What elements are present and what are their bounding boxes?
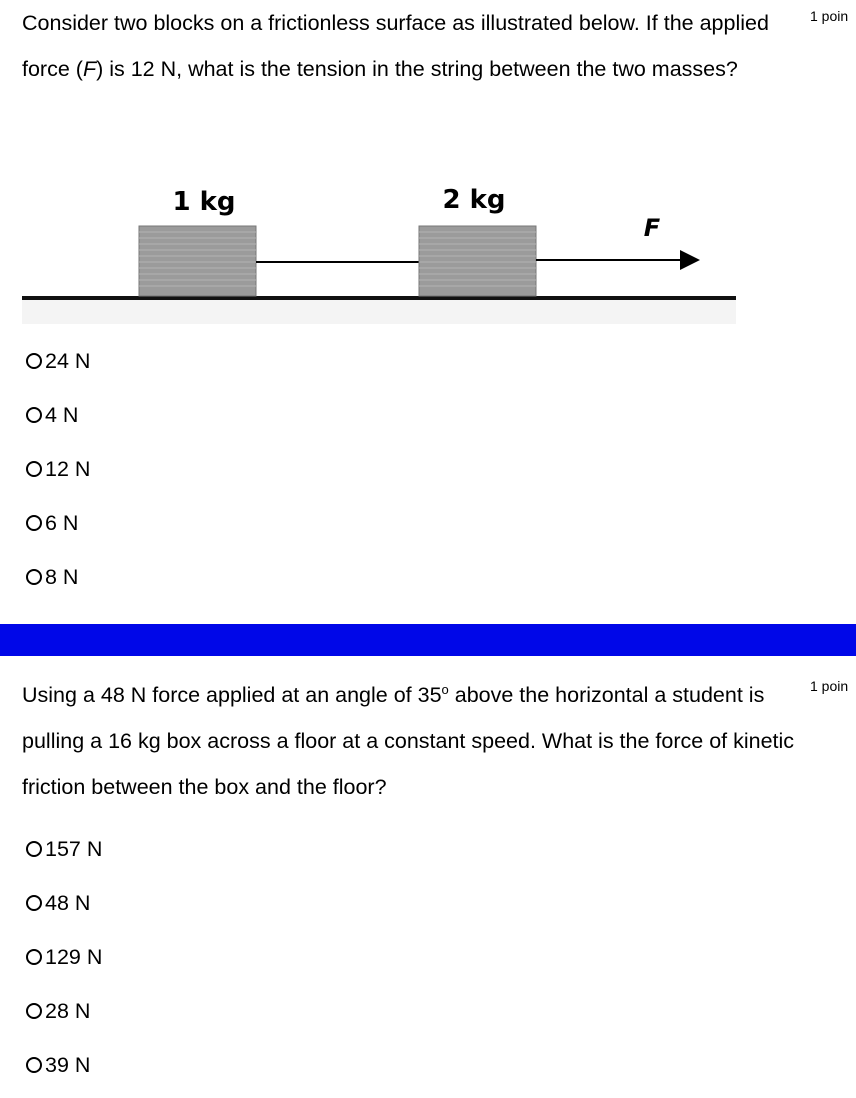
q2-option-1[interactable]	[26, 834, 102, 864]
radio-button[interactable]	[26, 407, 42, 423]
radio-button[interactable]	[26, 569, 42, 585]
option-label: 129 N	[45, 945, 103, 969]
radio-button[interactable]	[26, 515, 42, 531]
block-1-label: 1 kg	[172, 187, 236, 217]
q2-option-4[interactable]	[26, 996, 90, 1026]
option-label: 24 N	[45, 349, 91, 373]
block-1	[139, 226, 256, 296]
option-label: 4 N	[45, 403, 79, 427]
question-1-points: 1 poin	[810, 8, 849, 24]
q1-option-2[interactable]	[26, 400, 78, 430]
question-1-text	[22, 0, 812, 92]
option-label: 6 N	[45, 511, 79, 535]
ground-hatching	[22, 298, 736, 324]
q2-option-2[interactable]	[26, 888, 90, 918]
option-label: 157 N	[45, 837, 103, 861]
force-arrow	[536, 250, 700, 270]
option-label: 28 N	[45, 999, 91, 1023]
option-label: 39 N	[45, 1053, 91, 1077]
force-label: F	[643, 214, 661, 242]
radio-button[interactable]	[26, 1003, 42, 1019]
two-blocks-diagram	[0, 170, 760, 330]
question-1-text-end: ) is 12 N, what is the tension in the string between the two masses?	[96, 57, 738, 81]
q1-option-5[interactable]	[26, 562, 78, 592]
question-1-text-start: Consider two blocks on a frictionless surface as illustrated below. If the applied force (	[22, 11, 769, 81]
radio-button[interactable]	[26, 461, 42, 477]
section-divider	[0, 624, 856, 656]
question-2-text-end: above the horizontal a student is pulling a 16 kg box across a floor at a constant speed. What is the force of kinetic friction between the box and the floor?	[22, 683, 795, 799]
option-label: 12 N	[45, 457, 91, 481]
radio-button[interactable]	[26, 895, 42, 911]
degree-superscript: o	[441, 681, 449, 697]
radio-button[interactable]	[26, 841, 42, 857]
question-2-text	[22, 672, 812, 810]
question-2-text-start: Using a 48 N force applied at an angle of 35	[22, 683, 442, 707]
q1-option-3[interactable]	[26, 454, 90, 484]
radio-button[interactable]	[26, 949, 42, 965]
q2-option-5[interactable]	[26, 1050, 90, 1080]
radio-button[interactable]	[26, 1057, 42, 1073]
radio-button[interactable]	[26, 353, 42, 369]
option-label: 8 N	[45, 565, 79, 589]
question-2-points: 1 poin	[810, 678, 849, 694]
option-label: 48 N	[45, 891, 91, 915]
block-2-label: 2 kg	[442, 185, 506, 215]
force-symbol: F	[82, 57, 97, 81]
q1-option-1[interactable]	[26, 346, 90, 376]
q1-option-4[interactable]	[26, 508, 78, 538]
q2-option-3[interactable]	[26, 942, 102, 972]
block-2	[419, 226, 536, 296]
